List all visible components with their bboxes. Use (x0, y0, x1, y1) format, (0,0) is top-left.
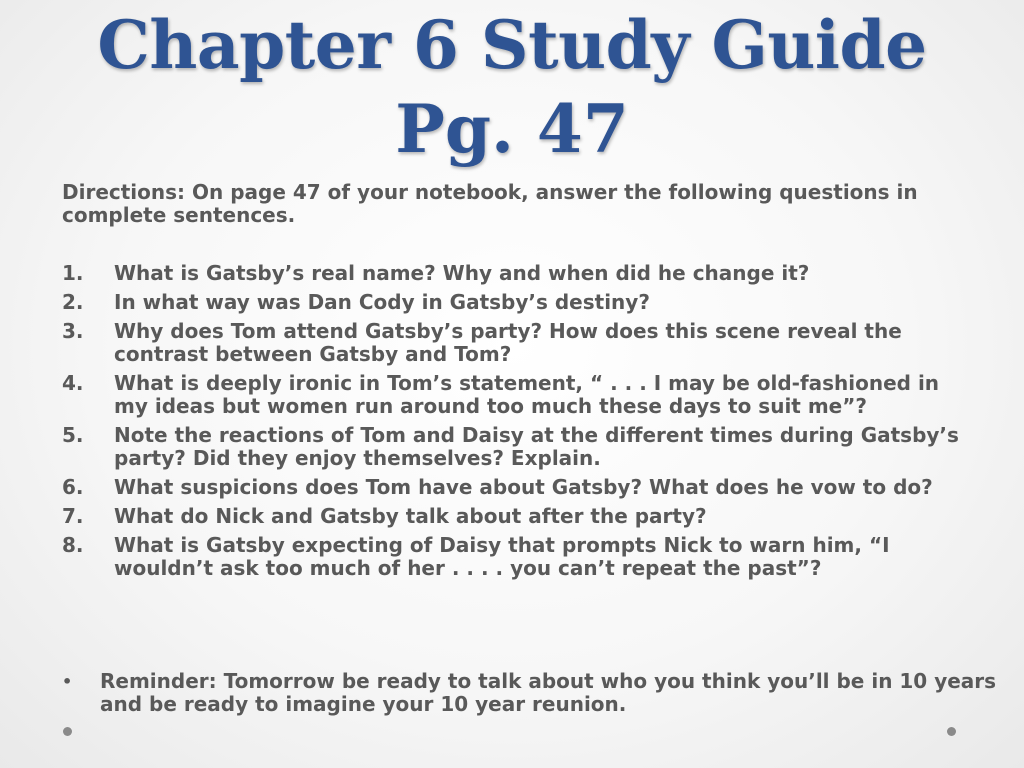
question-number: 2. (62, 290, 84, 314)
decorative-dot-left (63, 727, 72, 736)
question-number: 7. (62, 504, 84, 528)
question-number: 5. (62, 423, 84, 447)
list-item (62, 424, 962, 470)
question-number: 3. (62, 319, 84, 343)
bullet-icon: • (62, 672, 73, 691)
question-text: In what way was Dan Cody in Gatsby’s destiny? (114, 290, 650, 314)
question-text: Why does Tom attend Gatsby’s party? How does this scene reveal the contrast between Gatsby and Tom? (114, 319, 902, 366)
question-number: 4. (62, 371, 84, 395)
list-item (62, 320, 962, 366)
list-item (62, 262, 962, 285)
directions-text: Directions: On page 47 of your notebook, answer the following questions in complete sentences. (62, 180, 918, 227)
question-number: 6. (62, 475, 84, 499)
question-text: What is deeply ironic in Tom’s statement, “ . . . I may be old-fashioned in my ideas but women run around too much these days to suit me”? (114, 371, 940, 418)
question-number: 8. (62, 533, 84, 557)
reminder-note (62, 670, 1000, 716)
question-text: What do Nick and Gatsby talk about after the party? (114, 504, 707, 528)
list-item (62, 291, 962, 314)
question-text: What is Gatsby’s real name? Why and when did he change it? (114, 261, 810, 285)
list-item (62, 372, 962, 418)
reminder-text: Reminder: Tomorrow be ready to talk about who you think you’ll be in 10 years and be ready to imagine your 10 year reunion. (100, 669, 997, 716)
question-text: What is Gatsby expecting of Daisy that prompts Nick to warn him, “I wouldn’t ask too much of her . . . . you can’t repeat the past”? (114, 533, 890, 580)
question-list (62, 262, 962, 586)
question-number: 1. (62, 261, 84, 285)
list-item (62, 505, 962, 528)
slide-title: Chapter 6 Study Guide (97, 6, 927, 84)
decorative-dot-right (947, 727, 956, 736)
slide-subtitle-page: Pg. 47 (395, 90, 629, 168)
question-text: Note the reactions of Tom and Daisy at the different times during Gatsby’s party? Did they enjoy themselves? Explain. (114, 423, 959, 470)
question-text: What suspicions does Tom have about Gatsby? What does he vow to do? (114, 475, 933, 499)
list-item (62, 534, 962, 580)
list-item (62, 476, 962, 499)
